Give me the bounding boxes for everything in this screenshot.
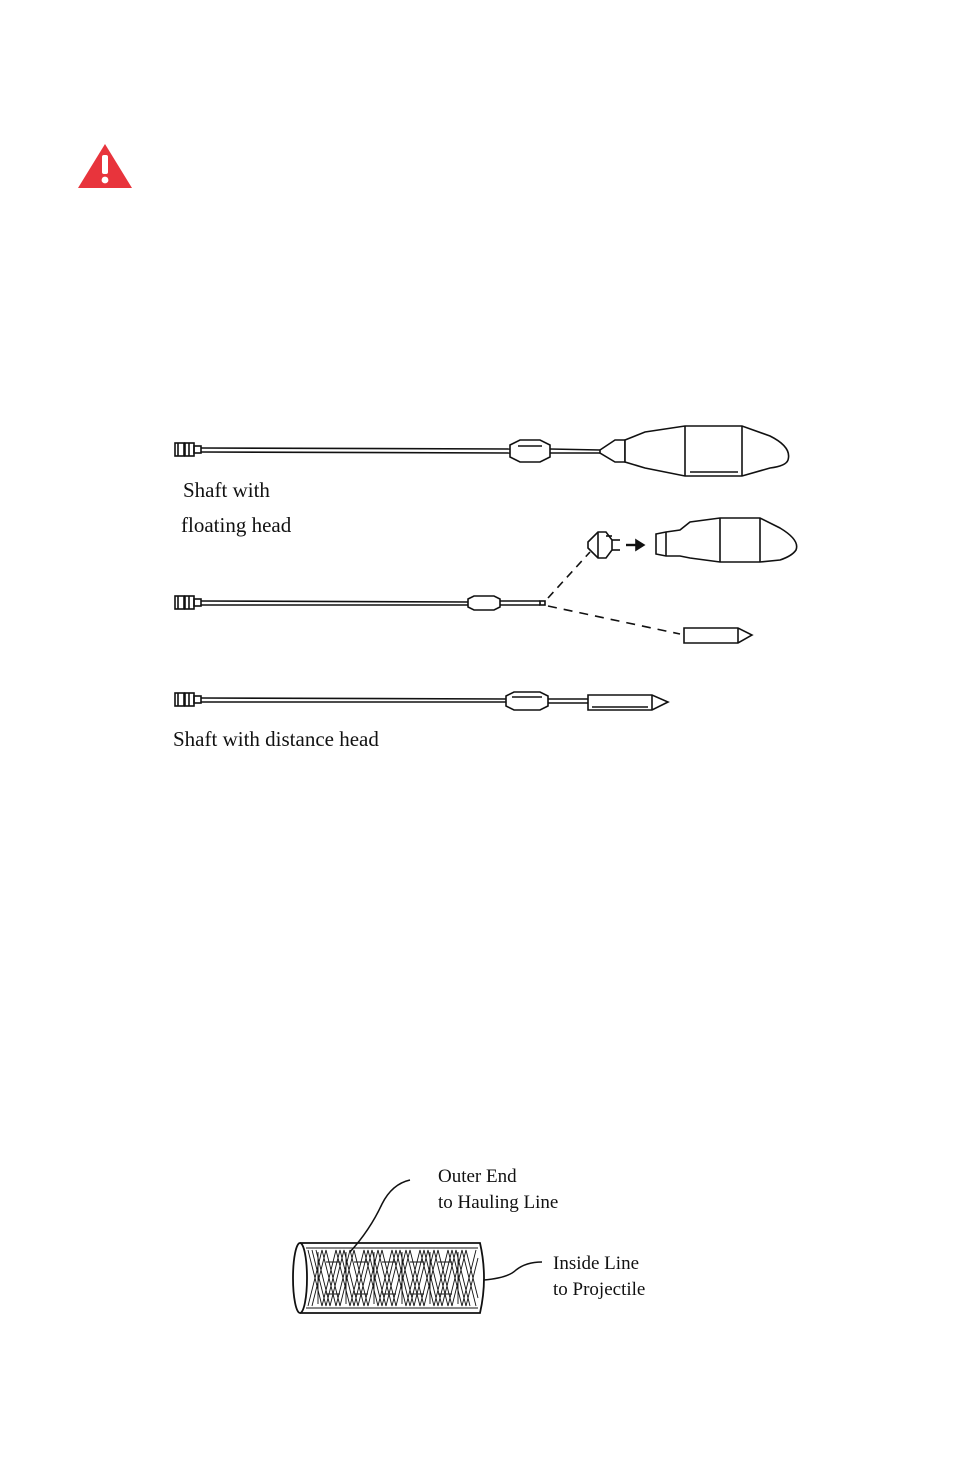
floating-head-cap bbox=[588, 532, 620, 558]
floating-head-label-line2: floating head bbox=[181, 513, 292, 537]
line-coil-figure bbox=[0, 1100, 954, 1360]
floating-head-label-line1: Shaft with bbox=[183, 478, 270, 502]
floating-head-shaft bbox=[175, 426, 789, 476]
outer-end-label-line2: to Hauling Line bbox=[438, 1192, 559, 1213]
arrow-right-icon bbox=[626, 540, 644, 550]
line-coil-drawing bbox=[0, 1100, 954, 1360]
exploded-shaft bbox=[175, 552, 680, 634]
distance-head-part bbox=[684, 628, 752, 643]
floating-head-body bbox=[656, 518, 797, 562]
inside-line-label-line2: to Projectile bbox=[553, 1279, 646, 1300]
inside-line-label-line1: Inside Line bbox=[553, 1253, 640, 1274]
outer-end-label-line1: Outer End bbox=[438, 1166, 517, 1187]
distance-head-label: Shaft with distance head bbox=[173, 727, 379, 751]
distance-head-shaft bbox=[175, 692, 668, 710]
